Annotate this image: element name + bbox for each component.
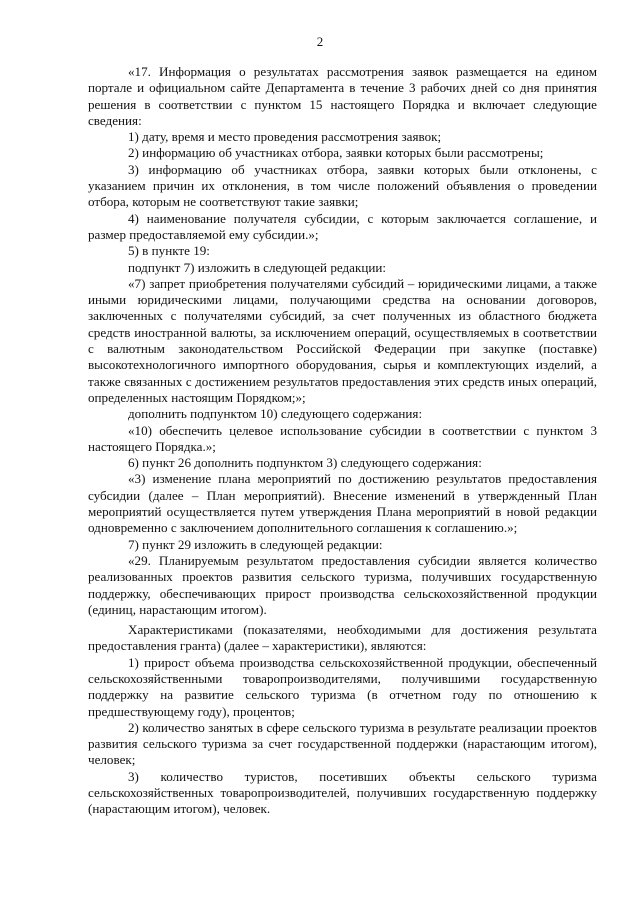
document-body — [88, 64, 597, 818]
amendment-instruction: подпункт 7) изложить в следующей редакции: — [128, 259, 387, 275]
quoted-subpoint: «7) запрет приобретения получателями субсидий – юридическими лицами, а также иными юридическими лицами, получающими средства на основании договоров, заключенных с получателями субсидий, за счет полученных из областного бюджета средств иностранной валюты, за исключением операций, осуществляемых в соответствии с валютным законодательством Российской Федерации при закупке (поставке) высокотехнологичного импортного оборудования, сырья и комплектующих изделий, а также связанных с достижением результатов предоставления этих средств иных операций, определенных настоящим Порядком;»; — [88, 275, 597, 405]
list-item: 2) количество занятых в сфере сельского туризма в результате реализации проектов развития сельского туризма за счет государственной поддержки (нарастающим итогом), человек; — [88, 719, 597, 768]
list-item: 3) количество туристов, посетивших объекты сельского туризма сельскохозяйственных товаропроизводителей, получивших государственную поддержку (нарастающим итогом), человек. — [88, 768, 597, 817]
amendment-instruction: дополнить подпунктом 10) следующего содержания: — [128, 406, 423, 422]
amendment-point-heading: 7) пункт 29 изложить в следующей редакции: — [128, 536, 383, 552]
list-item: 2) информацию об участниках отбора, заявки которых были рассмотрены; — [128, 145, 544, 161]
list-item: 1) прирост объема производства сельскохозяйственной продукции, обеспеченный сельскохозяйственными товаропроизводителями, получившими государственную поддержку на развитие сельского туризма (в отчетном году по отношению к предшествующему году), процентов; — [88, 654, 597, 719]
characteristics-intro: Характеристиками (показателями, необходимыми для достижения результата предоставления гранта) (далее – характеристики), являются: — [88, 622, 597, 654]
quoted-subpoint: «10) обеспечить целевое использование субсидии в соответствии с пунктом 3 настоящего Порядка.»; — [88, 422, 597, 454]
paragraph-17: «17. Информация о результатах рассмотрения заявок размещается на едином портале и официальном сайте Департамента в течение 3 рабочих дней со дня принятия решения в соответствии с пунктом 15 настоящего Порядка и включает следующие сведения: — [88, 64, 597, 128]
paragraph-29: «29. Планируемым результатом предоставления субсидии является количество реализованных проектов развития сельского туризма, получивших государственную поддержку, обеспечивающих прирост производства сельскохозяйственной продукции (единиц, нарастающим итогом). — [88, 552, 597, 617]
amendment-point-heading: 5) в пункте 19: — [128, 243, 210, 259]
list-item: 3) информацию об участниках отбора, заявки которых были отклонены, с указанием причин их отклонения, в том числе положений объявления о проведении отбора, которым не соответствуют такие заявки; — [88, 161, 597, 210]
list-item: 4) наименование получателя субсидии, с которым заключается соглашение, и размер предоставляемой ему субсидии.»; — [88, 210, 597, 242]
quoted-subpoint: «3) изменение плана мероприятий по достижению результатов предоставления субсидии (далее – План мероприятий). Внесение изменений в утвержденный План мероприятий осуществляется путем утверждения Плана мероприятий в новой редакции одновременно с заключением дополнительного соглашения к соглашению.»; — [88, 471, 597, 536]
list-item: 1) дату, время и место проведения рассмотрения заявок; — [128, 129, 442, 145]
page-number: 2 — [316, 34, 324, 49]
amendment-point-heading: 6) пункт 26 дополнить подпунктом 3) следующего содержания: — [128, 455, 482, 471]
